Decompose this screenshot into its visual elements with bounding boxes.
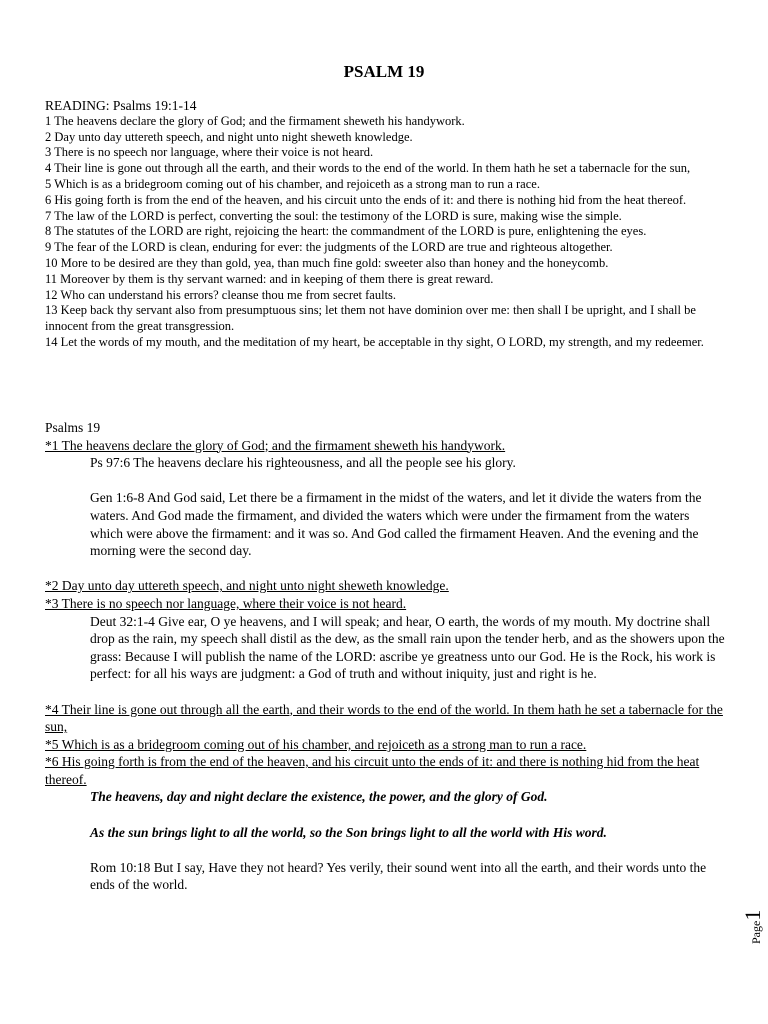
verse-4: *4 Their line is gone out through all the earth, and their words to the end of the world. In them hath he set a tabernacle for the sun, <box>45 701 723 735</box>
cross-ref-deut32: Deut 32:1-4 Give ear, O ye heavens, and I will speak; and hear, O earth, the words of my mouth. My doctrine shall drop as the rain, my speech shall distil as the dew, as the small rain upon the tender herb, and as the showers upon the grass: Because I will publish the name of the LORD: ascribe ye greatness unto our God. He is the Rock, his work is perfect: for all his ways are judgment: a God of truth and without iniquity, just and right is he. <box>90 613 725 682</box>
reading-verse: 4 Their line is gone out through all the earth, and their words to the end of the world. In them hath he set a tabernacle for the sun, <box>45 161 691 176</box>
cross-ref-gen1: Gen 1:6-8 And God said, Let there be a firmament in the midst of the waters, and let it divide the waters from the waters. And God made the firmament, and divided the waters which were under the firmament from the waters which were above the firmament: and it was so. And God called the firmament Heaven. And the evening and the morning were the second day. <box>90 490 702 559</box>
page-number-footer <box>738 890 765 950</box>
verse-6: *6 His going forth is from the end of the heaven, and his circuit unto the ends of it: and there is nothing hid from the heat thereof. <box>45 754 700 787</box>
verse-5: *5 Which is as a bridegroom coming out of his chamber, and rejoiceth as a strong man to run a race. <box>45 736 587 752</box>
reading-verse: 7 The law of the LORD is perfect, converting the soul: the testimony of the LORD is sure, making wise the simple. <box>45 208 622 223</box>
cross-ref-ps97: Ps 97:6 The heavens declare his righteousness, and all the people see his glory. <box>90 455 516 471</box>
reading-verse: 3 There is no speech nor language, where their voice is not heard. <box>45 145 374 160</box>
reading-verse: 5 Which is as a bridegroom coming out of his chamber, and rejoiceth as a strong man to run a race. <box>45 176 540 191</box>
reading-section <box>45 98 725 351</box>
reading-verse: 8 The statutes of the LORD are right, rejoicing the heart: the commandment of the LORD is pure, enlightening the eyes. <box>45 224 647 239</box>
study-section <box>45 419 725 894</box>
reading-verse: 2 Day unto day uttereth speech, and night unto night sheweth knowledge. <box>45 129 413 144</box>
reading-verse: 9 The fear of the LORD is clean, enduring for ever: the judgments of the LORD are true and righteous altogether. <box>45 240 613 255</box>
study-heading: Psalms 19 <box>45 420 101 435</box>
commentary-2: As the sun brings light to all the world, so the Son brings light to all the world with His word. <box>90 824 607 840</box>
reading-verse: 10 More to be desired are they than gold, yea, than much fine gold: sweeter also than honey and the honeycomb. <box>45 255 609 270</box>
reading-heading: READING: Psalms 19:1-14 <box>45 98 197 113</box>
page-title: PSALM 19 <box>343 62 425 81</box>
cross-ref-rom10: Rom 10:18 But I say, Have they not heard? Yes verily, their sound went into all the earth, and their words unto the ends of the world. <box>90 859 707 893</box>
verse-1: *1 The heavens declare the glory of God; and the firmament sheweth his handywork. <box>45 437 506 453</box>
verse-3: *3 There is no speech nor language, where their voice is not heard. <box>45 595 407 611</box>
commentary-1: The heavens, day and night declare the existence, the power, and the glory of God. <box>90 789 548 805</box>
page-number: 1 <box>740 909 765 921</box>
page-label: Page <box>749 920 763 944</box>
reading-verse: 6 His going forth is from the end of the heaven, and his circuit unto the ends of it: and there is nothing hid from the heat thereof. <box>45 192 687 207</box>
reading-verse: 14 Let the words of my mouth, and the meditation of my heart, be acceptable in thy sight, O LORD, my strength, and my redeemer. <box>45 334 704 349</box>
reading-verse: 12 Who can understand his errors? cleanse thou me from secret faults. <box>45 287 397 302</box>
verse-2: *2 Day unto day uttereth speech, and night unto night sheweth knowledge. <box>45 578 449 594</box>
reading-verse: 1 The heavens declare the glory of God; and the firmament sheweth his handywork. <box>45 113 465 128</box>
reading-verse: 13 Keep back thy servant also from presumptuous sins; let them not have dominion over me: then shall I be upright, and I shall be innocent from the great transgression. <box>45 303 696 334</box>
reading-verse: 11 Moreover by them is thy servant warned: and in keeping of them there is great reward. <box>45 271 494 286</box>
